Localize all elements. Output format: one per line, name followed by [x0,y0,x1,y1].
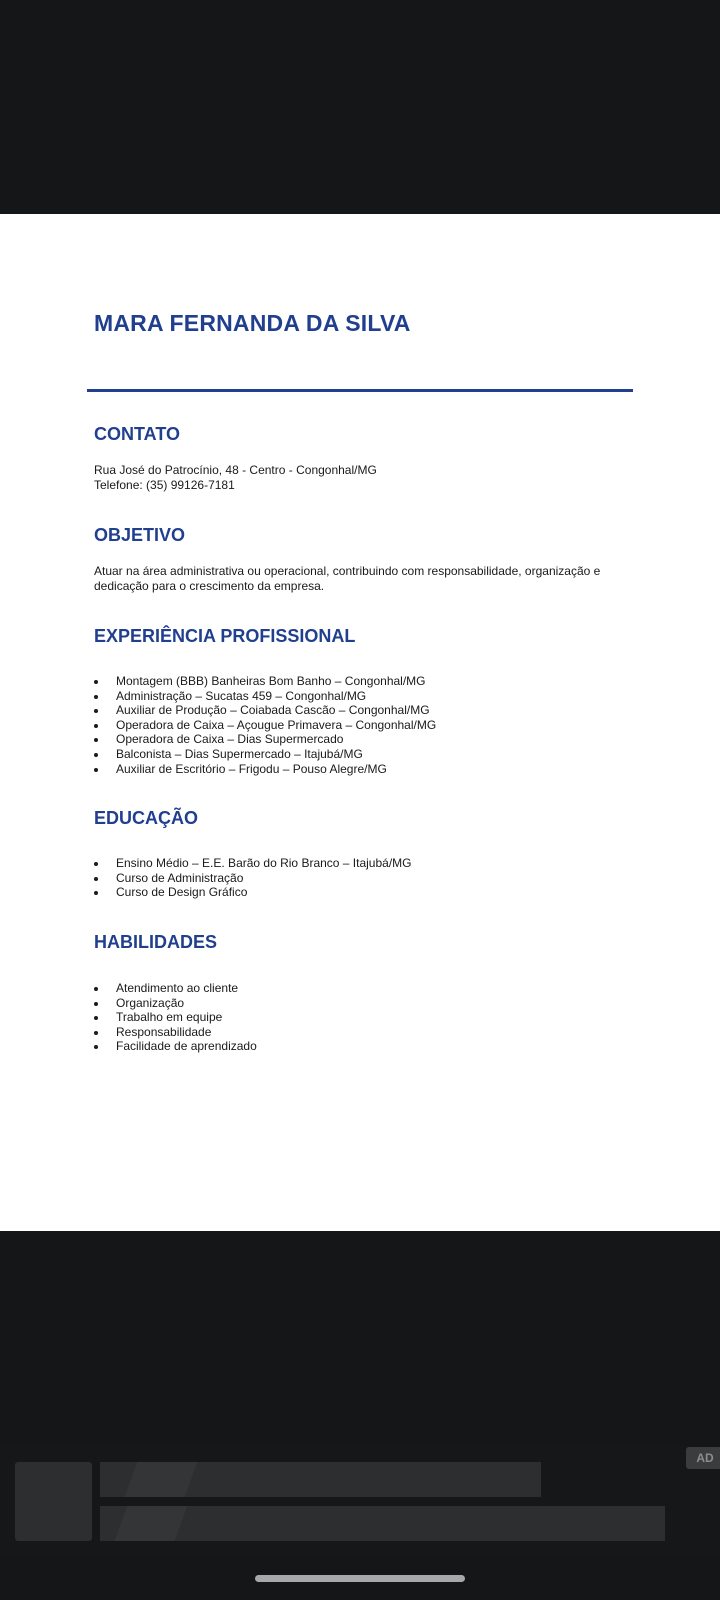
bullet-icon [94,877,98,881]
bullet-icon [94,724,98,728]
experience-item: Operadora de Caixa – Açougue Primavera – Congonhal/MG [116,717,437,732]
experience-list [94,674,436,776]
bullet-icon [94,709,98,713]
skill-item: Responsabilidade [116,1024,212,1039]
list-item [94,762,436,777]
list-item [94,1010,257,1025]
list-item [94,871,412,886]
list-item [94,732,436,747]
experience-item: Balconista – Dias Supermercado – Itajubá/MG [116,746,363,761]
bullet-icon [94,891,98,895]
ad-banner[interactable] [0,1446,720,1555]
list-item [94,1039,257,1054]
education-list [94,856,412,900]
bullet-icon [94,768,98,772]
skills-heading: HABILIDADES [94,932,218,952]
education-heading: EDUCAÇÃO [94,808,199,828]
bullet-icon [94,753,98,757]
education-item: Ensino Médio – E.E. Barão do Rio Branco – Itajubá/MG [116,856,412,870]
bullet-icon [94,738,98,742]
skill-item: Atendimento ao cliente [116,981,239,995]
list-item [94,981,257,996]
experience-item: Administração – Sucatas 459 – Congonhal/MG [116,688,367,703]
experience-item: Montagem (BBB) Banheiras Bom Banho – Congonhal/MG [116,674,426,688]
list-item [94,885,412,900]
loading-shimmer [109,1506,191,1541]
bullet-icon [94,695,98,699]
bullet-icon [94,1002,98,1006]
list-item [94,689,436,704]
bullet-icon [94,862,98,866]
objective-text: Atuar na área administrativa ou operacional, contribuindo com responsabilidade, organização e dedicação para o crescimento da empresa. [94,564,601,593]
ad-title-placeholder[interactable] [100,1462,541,1497]
bullet-icon [94,680,98,684]
skill-item: Organização [116,995,185,1010]
bullet-icon [94,987,98,991]
education-item: Curso de Design Gráfico [116,885,248,900]
list-item [94,674,436,689]
document-page[interactable] [0,214,720,1231]
skill-item: Trabalho em equipe [116,1010,223,1025]
contact-heading: CONTATO [94,424,180,444]
experience-item: Auxiliar de Escritório – Frigodu – Pouso Alegre/MG [116,761,387,776]
home-indicator[interactable] [255,1575,465,1582]
list-item [94,1025,257,1040]
list-item [94,747,436,762]
list-item [94,703,436,718]
experience-item: Auxiliar de Produção – Coiabada Cascão – Congonhal/MG [116,703,430,718]
list-item [94,856,412,871]
bullet-icon [94,1016,98,1020]
resume-name: MARA FERNANDA DA SILVA [94,310,411,336]
bullet-icon [94,1031,98,1035]
education-item: Curso de Administração [116,870,244,885]
bullet-icon [94,1045,98,1049]
contact-address: Rua José do Patrocínio, 48 - Centro - Congonhal/MG [94,463,377,477]
skills-list [94,981,257,1054]
experience-item: Operadora de Caixa – Dias Supermercado [116,732,344,747]
ad-badge: AD [686,1447,720,1469]
skill-item: Facilidade de aprendizado [116,1039,257,1054]
header-divider [87,389,633,392]
loading-shimmer [119,1462,201,1497]
list-item [94,996,257,1011]
ad-thumbnail-placeholder[interactable] [15,1462,92,1541]
contact-phone: Telefone: (35) 99126-7181 [94,478,235,492]
objective-heading: OBJETIVO [94,525,186,545]
experience-heading: EXPERIÊNCIA PROFISSIONAL [94,626,356,646]
ad-body-placeholder[interactable] [100,1506,665,1541]
list-item [94,718,436,733]
